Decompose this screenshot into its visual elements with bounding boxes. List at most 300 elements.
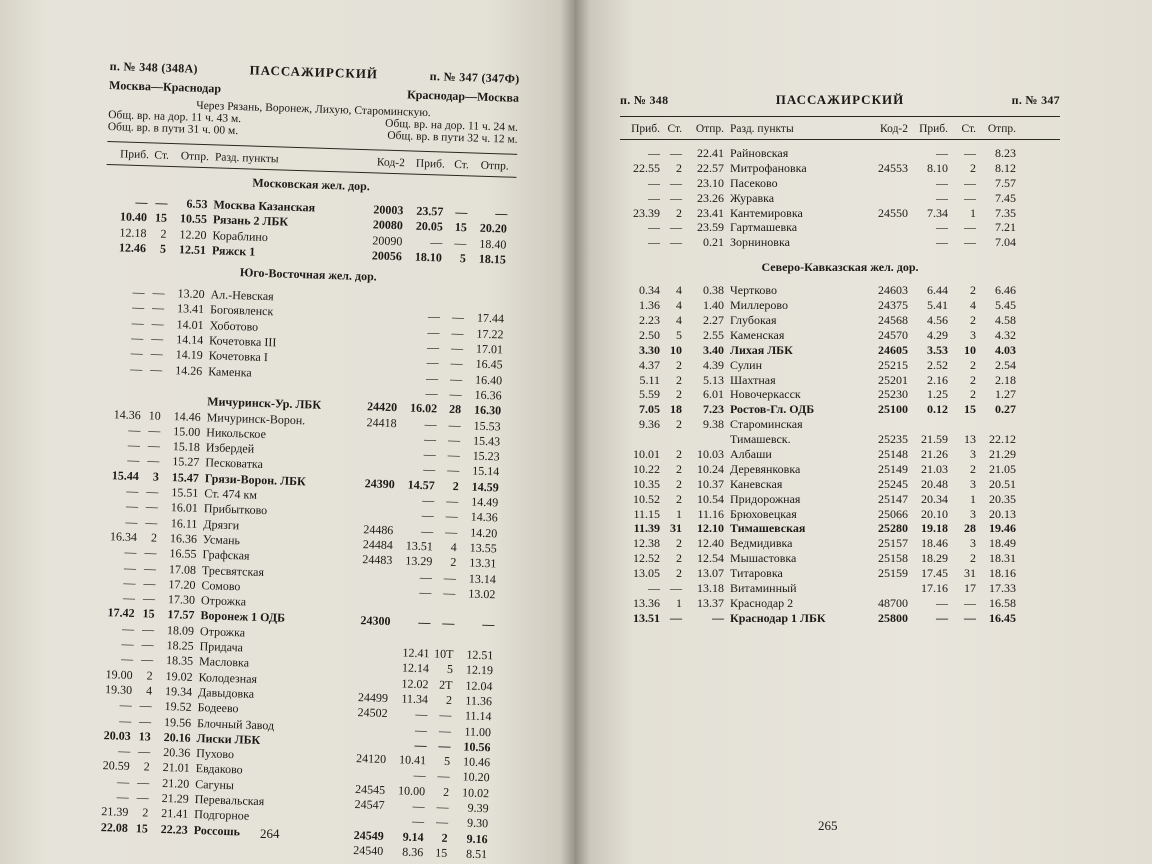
cell-d1: 12.10 bbox=[697, 521, 724, 536]
cell-s2: 2 bbox=[445, 692, 453, 707]
station-name: Евдаково bbox=[195, 761, 243, 777]
cell-a2: — bbox=[419, 569, 433, 584]
cell-a2: 6.44 bbox=[927, 283, 948, 298]
cell-d2: 6.46 bbox=[995, 283, 1016, 298]
cell-d2: 5.45 bbox=[995, 298, 1016, 313]
cell-s2: 31 bbox=[964, 566, 976, 581]
cell-d1: 16.55 bbox=[169, 546, 197, 562]
cell-code: 25201 bbox=[878, 372, 908, 387]
station-name: Новочеркасск bbox=[730, 387, 801, 402]
station-name: Титаровка bbox=[730, 566, 783, 581]
cell-d1: 1.40 bbox=[703, 298, 724, 313]
cell-a2: — bbox=[411, 814, 425, 829]
cell-a1: — bbox=[132, 285, 145, 300]
column-header: Приб. bbox=[415, 157, 446, 171]
cell-s1: 4 bbox=[676, 313, 682, 328]
column-header: Приб. bbox=[919, 123, 948, 135]
cell-a2: 18.46 bbox=[921, 536, 948, 551]
table-row bbox=[620, 536, 1060, 551]
cell-a1: — bbox=[126, 483, 139, 499]
cell-code bbox=[350, 307, 400, 324]
cell-a1: 13.36 bbox=[633, 595, 660, 610]
table-row bbox=[620, 417, 1060, 432]
cell-d2: 20.51 bbox=[989, 476, 1016, 491]
station-name: Сомово bbox=[201, 577, 241, 594]
table-row bbox=[620, 402, 1060, 417]
cell-a1: 3.30 bbox=[639, 342, 660, 357]
right-timetable-top bbox=[620, 146, 1060, 250]
cell-a1: 5.11 bbox=[639, 372, 660, 387]
cell-d1 bbox=[147, 836, 187, 853]
station-name: Блочный Завод bbox=[196, 715, 275, 732]
cell-s2: 3 bbox=[970, 506, 976, 521]
cell-d2: 18.16 bbox=[989, 566, 1016, 581]
cell-a1: 13.05 bbox=[633, 566, 660, 581]
cell-s2: 5 bbox=[443, 753, 451, 769]
cell-d2: 16.40 bbox=[474, 372, 503, 388]
cell-d1: 13.41 bbox=[176, 301, 205, 317]
cell-a2: 10.41 bbox=[398, 752, 427, 768]
cell-d2: 14.36 bbox=[470, 509, 498, 525]
cell-s2: 13 bbox=[964, 432, 976, 447]
cell-d2: 8.23 bbox=[995, 146, 1016, 160]
column-header: Ст. bbox=[154, 149, 170, 162]
table-row bbox=[620, 507, 1060, 522]
table-row bbox=[620, 146, 1060, 161]
cell-d1: 17.30 bbox=[167, 592, 196, 608]
cell-s2: 15 bbox=[454, 220, 468, 235]
cell-s1: — bbox=[138, 713, 152, 729]
total-time-outbound: Общ. вр. на дор. 11 ч. 43 м. bbox=[108, 108, 242, 126]
cell-a2: 19.18 bbox=[921, 521, 948, 536]
cell-d2: 17.33 bbox=[989, 581, 1016, 596]
station-name: Воронеж 1 ОДБ bbox=[200, 608, 286, 626]
station-name: Бодеево bbox=[197, 700, 239, 716]
cell-a1: 12.46 bbox=[118, 240, 147, 256]
cell-s1: 4 bbox=[676, 283, 682, 298]
cell-a1: 22.08 bbox=[100, 819, 129, 835]
station-name: Гартмашевка bbox=[730, 220, 798, 235]
station-name: Чертково bbox=[730, 283, 778, 298]
cell-d1: 14.14 bbox=[175, 332, 204, 348]
cell-a2: — bbox=[425, 370, 439, 386]
cell-a1: 10.01 bbox=[633, 447, 660, 462]
cell-a2: — bbox=[427, 324, 440, 340]
station-name: Лиски ЛБК bbox=[196, 730, 261, 747]
cell-d2: 15.53 bbox=[473, 418, 501, 434]
station-name: Лихая ЛБК bbox=[730, 342, 793, 357]
cell-d1: 15.47 bbox=[171, 469, 200, 485]
left-train-type: ПАССАЖИРСКИЙ bbox=[249, 62, 379, 82]
cell-a2: 14.57 bbox=[407, 477, 435, 493]
cell-a1: — bbox=[117, 774, 130, 789]
cell-code bbox=[335, 766, 385, 783]
cell-s2: 5 bbox=[446, 662, 454, 677]
cell-a2: — bbox=[422, 493, 435, 508]
cell-d1: 10.55 bbox=[179, 211, 208, 227]
cell-code bbox=[858, 235, 908, 250]
cell-s2 bbox=[948, 417, 976, 432]
station-name: Шахтная bbox=[730, 372, 776, 387]
cell-s1: — bbox=[140, 652, 154, 667]
station-name: Богоявленск bbox=[209, 302, 274, 319]
cell-s1: — bbox=[670, 146, 682, 160]
cell-a1: — bbox=[125, 499, 139, 514]
cell-d2: 16.36 bbox=[474, 387, 502, 403]
cell-code: 24418 bbox=[366, 414, 397, 430]
cell-d1: 2.55 bbox=[703, 327, 724, 342]
cell-a1: — bbox=[131, 300, 145, 315]
station-name: Прибытково bbox=[203, 501, 268, 518]
cell-s2: 17 bbox=[964, 581, 976, 596]
cell-a1: — bbox=[127, 437, 141, 453]
cell-s2: — bbox=[451, 310, 465, 325]
cell-d1: 4.39 bbox=[703, 357, 724, 372]
cell-s2: 2 bbox=[970, 387, 976, 402]
cell-s2: 2 bbox=[970, 160, 976, 175]
cell-code: 25245 bbox=[878, 476, 908, 491]
cell-code bbox=[858, 176, 908, 191]
cell-d1: 22.23 bbox=[160, 821, 189, 837]
cell-code: 24420 bbox=[366, 399, 398, 415]
table-row bbox=[620, 343, 1060, 358]
cell-d2 bbox=[976, 417, 1016, 432]
station-name: Графская bbox=[202, 547, 250, 563]
cell-d2: 7.35 bbox=[995, 205, 1016, 220]
table-row bbox=[620, 373, 1060, 388]
cell-d1: 16.11 bbox=[170, 515, 198, 531]
table-row bbox=[620, 328, 1060, 343]
cell-d2 bbox=[454, 632, 494, 649]
cell-a2: 16.02 bbox=[409, 400, 438, 416]
cell-a2: — bbox=[423, 462, 436, 477]
cell-a2: — bbox=[421, 523, 434, 539]
cell-code: 24540 bbox=[353, 842, 384, 858]
cell-a1: — bbox=[123, 560, 137, 575]
cell-d2: 11.14 bbox=[464, 708, 492, 724]
cell-s1: 2 bbox=[676, 205, 682, 220]
cell-s1: 5 bbox=[159, 241, 167, 256]
cell-code bbox=[350, 292, 400, 309]
left-page-content bbox=[85, 58, 520, 863]
cell-s2: 2 bbox=[970, 551, 976, 566]
cell-d1: 13.18 bbox=[697, 581, 724, 596]
cell-a2: 12.14 bbox=[401, 660, 430, 676]
total-time-return: Общ. вр. на дор. 11 ч. 24 м. bbox=[384, 117, 519, 134]
cell-d2: 20.13 bbox=[989, 506, 1016, 521]
cell-d2: 2.54 bbox=[995, 357, 1016, 372]
cell-a2: — bbox=[936, 235, 948, 250]
cell-code: 24390 bbox=[364, 475, 395, 491]
cell-a1: 21.39 bbox=[101, 804, 129, 820]
station-name: Тимашевск. bbox=[730, 432, 791, 447]
cell-s2: — bbox=[450, 340, 464, 356]
cell-a2: 2.52 bbox=[927, 357, 948, 372]
cell-s2: — bbox=[442, 616, 455, 631]
cell-s1: — bbox=[151, 316, 164, 331]
right-train-number-return: п. № 347 bbox=[1011, 93, 1060, 107]
cell-d1: 12.40 bbox=[697, 536, 724, 551]
cell-d2: 17.01 bbox=[475, 341, 504, 357]
station-name: Каменка bbox=[207, 363, 252, 380]
cell-code: 25157 bbox=[878, 536, 908, 551]
cell-a1: 20.03 bbox=[103, 727, 131, 743]
cell-d1: 21.29 bbox=[161, 790, 189, 806]
station-name: Пасеково bbox=[730, 175, 778, 190]
cell-d1: 15.18 bbox=[172, 439, 201, 455]
cell-d2: 17.22 bbox=[476, 326, 504, 342]
station-name: Тресвятская bbox=[201, 562, 265, 579]
cell-code bbox=[858, 146, 908, 161]
cell-s2: — bbox=[450, 356, 463, 371]
cell-d1: 10.24 bbox=[697, 461, 724, 476]
cell-s2: — bbox=[443, 570, 457, 585]
cell-s1: — bbox=[147, 453, 160, 469]
station-name: Староминская bbox=[730, 417, 803, 432]
cell-code bbox=[345, 460, 395, 477]
cell-s1: 2 bbox=[676, 417, 682, 432]
cell-s2 bbox=[440, 295, 464, 311]
cell-code: 25235 bbox=[878, 432, 908, 447]
cell-s1: — bbox=[152, 285, 165, 301]
table-row bbox=[620, 611, 1060, 626]
cell-d2 bbox=[455, 601, 495, 618]
cell-s1: — bbox=[670, 235, 682, 250]
cell-d2: 18.31 bbox=[989, 551, 1016, 566]
cell-a2: 1.25 bbox=[927, 387, 948, 402]
cell-s2: 2 bbox=[452, 478, 459, 493]
cell-s2: — bbox=[449, 371, 463, 386]
cell-s2: 4 bbox=[450, 539, 458, 555]
cell-s1: 3 bbox=[152, 469, 160, 484]
cell-a1: — bbox=[121, 636, 134, 652]
cell-a2: 20.10 bbox=[921, 506, 948, 521]
right-page-content bbox=[620, 92, 1060, 626]
cell-code: 24545 bbox=[354, 781, 386, 797]
cell-code: 20090 bbox=[372, 232, 403, 248]
cell-code bbox=[334, 812, 384, 829]
cell-a2: 12.41 bbox=[402, 645, 430, 661]
cell-s2: 2 bbox=[970, 372, 976, 387]
station-name: Кочетовка III bbox=[208, 333, 277, 350]
station-name: Кочетовка I bbox=[208, 348, 269, 365]
cell-d1: 21.41 bbox=[161, 806, 189, 822]
cell-a1: — bbox=[119, 697, 132, 713]
cell-s2: 4 bbox=[970, 298, 976, 313]
cell-d2: 9.30 bbox=[466, 815, 489, 831]
cell-a2 bbox=[908, 417, 948, 432]
table-row bbox=[620, 298, 1060, 313]
cell-d2: 7.04 bbox=[995, 235, 1016, 250]
cell-s1: 2 bbox=[676, 447, 682, 462]
cell-d1: 2.27 bbox=[703, 313, 724, 328]
cell-d1: 15.51 bbox=[171, 485, 199, 501]
cell-d2: 8.51 bbox=[465, 846, 488, 862]
cell-code bbox=[340, 628, 390, 645]
cell-code: 25800 bbox=[878, 610, 908, 625]
station-name: Песковатка bbox=[205, 455, 264, 472]
cell-a2: 13.51 bbox=[405, 538, 434, 554]
station-name: Придача bbox=[199, 639, 244, 655]
cell-d2: 10.46 bbox=[462, 754, 491, 770]
cell-d1: 23.41 bbox=[697, 205, 724, 220]
cell-code: 20003 bbox=[373, 202, 404, 218]
cell-d1: 21.20 bbox=[162, 775, 190, 791]
table-row bbox=[620, 387, 1060, 402]
station-name: Ал.-Невская bbox=[210, 287, 274, 304]
cell-d2: 21.29 bbox=[989, 447, 1016, 462]
cell-s1: — bbox=[141, 637, 154, 652]
cell-s2: 28 bbox=[448, 402, 462, 417]
left-page bbox=[0, 0, 575, 864]
cell-a1: — bbox=[128, 422, 141, 437]
cell-a2: 20.34 bbox=[921, 491, 948, 506]
cell-a2: — bbox=[425, 386, 438, 401]
cell-s1: 2 bbox=[676, 476, 682, 491]
station-name: Митрофановка bbox=[730, 160, 807, 175]
cell-d2: 15.43 bbox=[472, 433, 501, 449]
cell-a2: — bbox=[418, 615, 431, 630]
cell-d2: 7.45 bbox=[995, 190, 1016, 205]
table-row bbox=[620, 313, 1060, 328]
table-row bbox=[620, 283, 1060, 298]
cell-code: 24375 bbox=[878, 298, 908, 313]
cell-a2: 13.29 bbox=[405, 553, 433, 569]
cell-s2: — bbox=[964, 595, 976, 610]
total-travel-outbound: Общ. вр. в пути 31 ч. 00 м. bbox=[107, 120, 239, 138]
cell-s2: — bbox=[437, 769, 450, 784]
cell-s2: 3 bbox=[970, 447, 976, 462]
cell-a2: 4.56 bbox=[927, 313, 948, 328]
cell-s2 bbox=[430, 631, 454, 647]
station-name: Колодезная bbox=[198, 669, 258, 686]
cell-code bbox=[858, 581, 908, 596]
cell-d1: 7.23 bbox=[703, 402, 724, 417]
table-row bbox=[620, 206, 1060, 221]
right-timetable-bottom bbox=[620, 283, 1060, 625]
cell-s2 bbox=[431, 600, 455, 616]
cell-s2: — bbox=[443, 585, 456, 600]
station-name: Грязи-Ворон. ЛБК bbox=[204, 470, 306, 489]
cell-d2: 11.00 bbox=[464, 723, 492, 739]
table-row bbox=[620, 492, 1060, 507]
cell-d2: 16.45 bbox=[475, 357, 503, 372]
cell-d2 bbox=[464, 295, 504, 312]
cell-s1: — bbox=[150, 346, 163, 362]
cell-code: 24499 bbox=[357, 690, 389, 705]
cell-s2: — bbox=[436, 799, 449, 814]
cell-a1: — bbox=[124, 544, 137, 560]
cell-code: 25149 bbox=[878, 461, 908, 476]
cell-d1: 0.38 bbox=[703, 283, 724, 298]
cell-code: 25147 bbox=[878, 491, 908, 506]
cell-a2: 8.36 bbox=[402, 844, 424, 860]
cell-code: 25215 bbox=[878, 357, 908, 372]
station-name: Кантемировка bbox=[730, 205, 803, 220]
cell-d1: 17.57 bbox=[167, 607, 195, 623]
cell-s1: — bbox=[148, 423, 161, 438]
cell-d1: 13.37 bbox=[697, 595, 724, 610]
station-name: Рязань 2 ЛБК bbox=[212, 212, 289, 229]
cell-s1: — bbox=[155, 195, 168, 210]
cell-s1: 2 bbox=[676, 372, 682, 387]
cell-d2: 11.36 bbox=[465, 693, 493, 709]
cell-s1: — bbox=[144, 545, 157, 560]
cell-d1: 21.01 bbox=[162, 760, 190, 776]
cell-s2: — bbox=[964, 235, 976, 250]
cell-a2: — bbox=[414, 722, 428, 737]
cell-a1: 4.37 bbox=[639, 357, 660, 372]
cell-d1: 19.56 bbox=[163, 714, 192, 730]
cell-s1: — bbox=[150, 362, 163, 377]
cell-s1: 15 bbox=[154, 210, 168, 226]
station-name: Давыдовка bbox=[197, 684, 255, 701]
column-header: Ст. bbox=[454, 158, 469, 172]
cell-d1: 14.46 bbox=[173, 408, 202, 424]
cell-s1: 2 bbox=[676, 491, 682, 506]
cell-d2: 12.51 bbox=[466, 647, 494, 663]
table-row bbox=[620, 235, 1060, 250]
cell-code bbox=[349, 338, 399, 355]
cell-code bbox=[858, 220, 908, 235]
cell-a1: 20.59 bbox=[102, 758, 130, 774]
cell-s1: 1 bbox=[676, 595, 682, 610]
cell-code bbox=[342, 567, 392, 584]
cell-code bbox=[341, 582, 391, 599]
cell-code: 20056 bbox=[371, 248, 403, 264]
cell-d2: 13.14 bbox=[468, 571, 497, 586]
cell-a2: 17.45 bbox=[921, 566, 948, 581]
right-train-number-outbound: п. № 348 bbox=[620, 93, 669, 107]
cell-d2: 2.18 bbox=[995, 372, 1016, 387]
station-name: Сагуны bbox=[195, 776, 235, 792]
station-name: Албаши bbox=[730, 447, 772, 462]
table-row bbox=[620, 477, 1060, 492]
cell-a1: 17.42 bbox=[107, 605, 135, 621]
cell-code: 24484 bbox=[362, 537, 394, 553]
cell-d2: 16.30 bbox=[473, 402, 502, 418]
column-header: Ст. bbox=[961, 123, 976, 135]
table-row bbox=[620, 191, 1060, 206]
cell-d1 bbox=[682, 432, 724, 447]
cell-d1: 14.26 bbox=[175, 362, 203, 378]
cell-s1: 2 bbox=[142, 805, 149, 820]
cell-s2: 10 bbox=[964, 342, 976, 357]
cell-a1: 2.50 bbox=[639, 327, 660, 342]
cell-a2: — bbox=[421, 508, 435, 523]
right-column-headers bbox=[620, 116, 1060, 140]
cell-a2: — bbox=[936, 146, 948, 160]
station-name: Пухово bbox=[195, 746, 235, 762]
cell-s2: — bbox=[435, 814, 449, 830]
cell-a2: 18.10 bbox=[414, 249, 443, 265]
cell-code bbox=[346, 429, 396, 446]
cell-s1: 2 bbox=[146, 668, 153, 683]
cell-s2: — bbox=[446, 493, 459, 509]
cell-code: 24570 bbox=[878, 327, 908, 342]
cell-a1: 10.40 bbox=[119, 209, 148, 225]
cell-a2: 17.16 bbox=[921, 581, 948, 596]
cell-s2: 1 bbox=[970, 491, 976, 506]
total-travel-return: Общ. вр. в пути 32 ч. 12 м. bbox=[387, 129, 518, 146]
cell-a2: — bbox=[426, 340, 440, 355]
cell-a1: 10.22 bbox=[633, 461, 660, 476]
cell-a1: — bbox=[648, 220, 660, 235]
station-name: Усмань bbox=[202, 532, 241, 548]
cell-a2: 8.10 bbox=[927, 160, 948, 175]
cell-d2: 22.12 bbox=[989, 432, 1016, 447]
cell-s2: 2 bbox=[970, 283, 976, 298]
